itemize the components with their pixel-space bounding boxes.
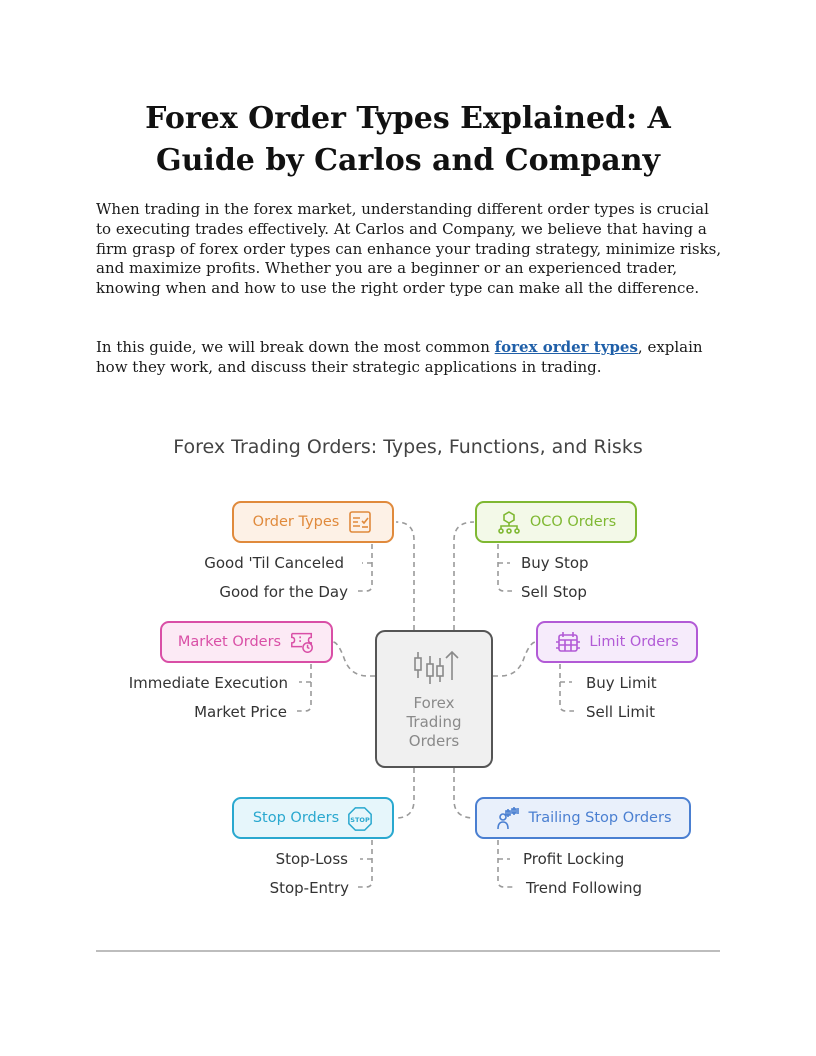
diagram-title: Forex Trading Orders: Types, Functions, and Risks: [173, 436, 643, 458]
leaf-stop-entry: Stop-Entry: [269, 879, 349, 897]
limit-orders-label: Limit Orders: [589, 634, 679, 650]
center-label-line-3: Orders: [408, 732, 460, 750]
stop-orders-label: Stop Orders: [252, 810, 340, 826]
market-orders-label: Market Orders: [177, 634, 282, 650]
leaf-sell-stop: Sell Stop: [521, 583, 587, 601]
calendar-grid-icon: [555, 629, 581, 655]
leaf-trend-following: Trend Following: [526, 879, 643, 897]
leaf-stop-loss: Stop-Loss: [275, 850, 348, 868]
oco-orders-label: OCO Orders: [529, 514, 617, 530]
trailing-stop-orders-label: Trailing Stop Orders: [528, 810, 672, 826]
connector-market: [333, 642, 375, 676]
connector-stop: [396, 768, 414, 818]
intro-paragraph: When trading in the forex market, understanding different order types is crucial to executing trades effectively. At Carlos and Company, we believe that having a firm grasp of forex order types can enhance your trading strategy, minimize risks, and maximize profits. Whether you are a beginner or an experienced trader, knowing when and how to use the right order type can make all the difference.: [96, 200, 722, 298]
forex-order-types-link[interactable]: forex order types: [494, 338, 638, 356]
hierarchy-icon: [496, 509, 522, 535]
leaf-profit-locking: Profit Locking: [523, 850, 625, 868]
leaf-buy-stop: Buy Stop: [521, 554, 589, 572]
connector-oco: [454, 522, 474, 630]
leaf-good-for-the-day: Good for the Day: [219, 583, 348, 601]
center-label: [377, 694, 491, 751]
stop-orders-node: [232, 797, 394, 839]
page-title: Forex Order Types Explained: A Guide by Carlos and Company: [145, 101, 671, 178]
center-label-line-1: Forex: [413, 694, 455, 712]
connector-trailing: [454, 768, 474, 818]
stop-sign-text: STOP: [350, 815, 370, 824]
trailing-stop-orders-node: [475, 797, 691, 839]
connector-limit: [493, 642, 536, 676]
guide-text-after: , explain how they work, and discuss their strategic applications in trading.: [96, 338, 703, 376]
center-node: [375, 630, 493, 768]
guide-text-before: In this guide, we will break down the most common: [96, 338, 495, 356]
order-types-node: [232, 501, 394, 543]
horizontal-divider: [96, 950, 720, 952]
leaf-buy-limit: Buy Limit: [586, 674, 657, 692]
order-types-label: Order Types: [252, 514, 340, 530]
leaf-good-til-canceled: Good 'Til Canceled: [204, 554, 344, 572]
limit-orders-node: [536, 621, 698, 663]
leaf-sell-limit: Sell Limit: [586, 703, 656, 721]
oco-orders-node: [475, 501, 637, 543]
ticket-clock-icon: [289, 629, 315, 655]
checklist-icon: [347, 509, 373, 535]
stop-sign-icon: [347, 805, 373, 831]
leaf-market-price: Market Price: [194, 703, 287, 721]
market-orders-node: [160, 621, 333, 663]
connector-order-types-leaves: [358, 544, 372, 591]
center-label-line-2: Trading: [406, 713, 462, 731]
trader-candles-icon: [495, 805, 521, 831]
leaf-immediate-execution: Immediate Execution: [128, 674, 288, 692]
connector-order-types: [396, 522, 414, 630]
candlestick-arrow-icon: [410, 648, 460, 690]
